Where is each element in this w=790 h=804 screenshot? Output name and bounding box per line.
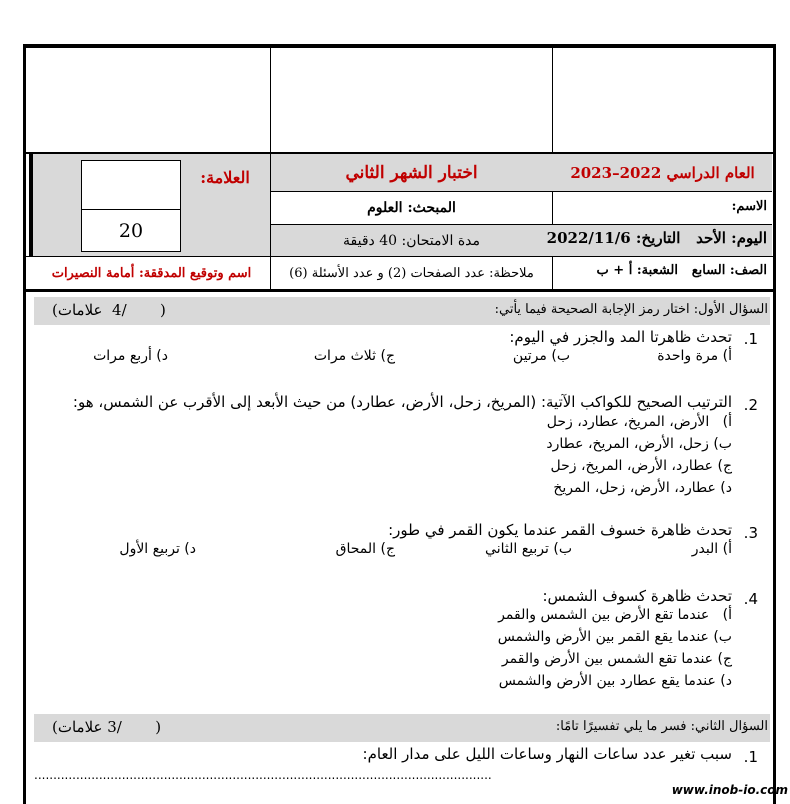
q1-item-4-text: تحدث ظاهرة كسوف الشمس: xyxy=(542,587,732,605)
academic-year: العام الدراسي 2022–2023 xyxy=(570,163,755,182)
answer-line[interactable]: ........................................................................................................................ xyxy=(34,768,492,782)
q1-item-4-option-d[interactable]: د) عندما يقع عطارد بين الأرض والشمس xyxy=(498,673,732,689)
q1-item-2-number: 2. xyxy=(743,396,758,414)
q1-item-1-option-c[interactable]: ج) ثلاث مرات xyxy=(313,348,395,364)
q1-item-3-option-c[interactable]: ج) المحاق xyxy=(335,541,395,557)
q1-item-3-option-a[interactable]: أ) البدر xyxy=(691,541,732,557)
question1-marks: ( /4 علامات) xyxy=(52,301,166,319)
q1-item-2-option-d[interactable]: د) عطارد، الأرض، زحل، المريخ xyxy=(553,480,732,496)
divider xyxy=(26,289,773,292)
question1-title: السؤال الأول: اختار رمز الإجابة الصحيحة فيما يأتي: xyxy=(494,302,768,317)
day-date: اليوم: الأحد التاريخ: 2022/11/6 xyxy=(546,229,767,247)
q1-item-2-text: الترتيب الصحيح للكواكب الآتية: (المريخ، زحل، الأرض، عطارد) من حيث الأبعد إلى الأقرب عن الشمس، هو: xyxy=(72,393,732,411)
question2-marks: ( /3 علامات) xyxy=(52,718,162,736)
student-name-label: الاسم: xyxy=(731,199,767,214)
q1-item-2-option-a[interactable]: أ) الأرض، المريخ، عطارد، زحل xyxy=(546,414,732,430)
q1-item-4-number: 4. xyxy=(743,590,758,608)
q1-item-3-number: 3. xyxy=(743,524,758,542)
q1-item-2-option-c[interactable]: ج) عطارد، الأرض، المريخ، زحل xyxy=(550,458,732,474)
left-thick-border xyxy=(29,154,33,256)
watermark: www.inob-io.com xyxy=(671,783,788,797)
exam-note: ملاحظة: عدد الصفحات (2) و عدد الأسئلة (6) xyxy=(289,265,534,281)
q1-item-1-number: 1. xyxy=(743,330,758,348)
q2-item-1-number: 1. xyxy=(743,748,758,766)
section: الشعبة: أ + ب xyxy=(596,263,678,278)
q1-item-3-text: تحدث ظاهرة خسوف القمر عندما يكون القمر في طور: xyxy=(388,521,732,539)
q1-item-1-option-a[interactable]: أ) مرة واحدة xyxy=(657,348,732,364)
q1-item-1-option-d[interactable]: د) أربع مرات xyxy=(93,348,168,364)
question2-title: السؤال الثاني: فسر ما يلي تفسيرًا تامًا: xyxy=(555,719,768,734)
q1-item-1-option-b[interactable]: ب) مرتين xyxy=(512,348,570,364)
subject: المبحث: العلوم xyxy=(367,200,456,216)
q1-item-2-option-b[interactable]: ب) زحل، الأرض، المريخ، عطارد xyxy=(546,436,732,452)
grade-total: 20 xyxy=(118,220,144,242)
q1-item-4-option-c[interactable]: ج) عندما تقع الشمس بين الأرض والقمر xyxy=(501,651,732,667)
q1-item-1-text: تحدث ظاهرتا المد والجزر في اليوم: xyxy=(509,328,732,346)
exam-duration: مدة الامتحان: 40 دقيقة xyxy=(343,232,481,249)
class: الصف: السابع xyxy=(691,263,767,278)
q1-item-4-option-a[interactable]: أ) عندما تقع الأرض بين الشمس والقمر xyxy=(498,607,732,623)
exam-title: اختبار الشهر الثاني xyxy=(345,162,478,183)
checker-signature: اسم وتوقيع المدققة: أمامة النصيرات xyxy=(51,265,252,281)
grade-label: العلامة: xyxy=(200,167,250,187)
q2-item-1-text: سبب تغير عدد ساعات النهار وساعات الليل على مدار العام: xyxy=(362,745,732,763)
q1-item-3-option-b[interactable]: ب) تربيع الثاني xyxy=(485,541,572,557)
q1-item-4-option-b[interactable]: ب) عندما يقع القمر بين الأرض والشمس xyxy=(497,629,732,645)
q1-item-3-option-d[interactable]: د) تربيع الأول xyxy=(119,541,196,557)
